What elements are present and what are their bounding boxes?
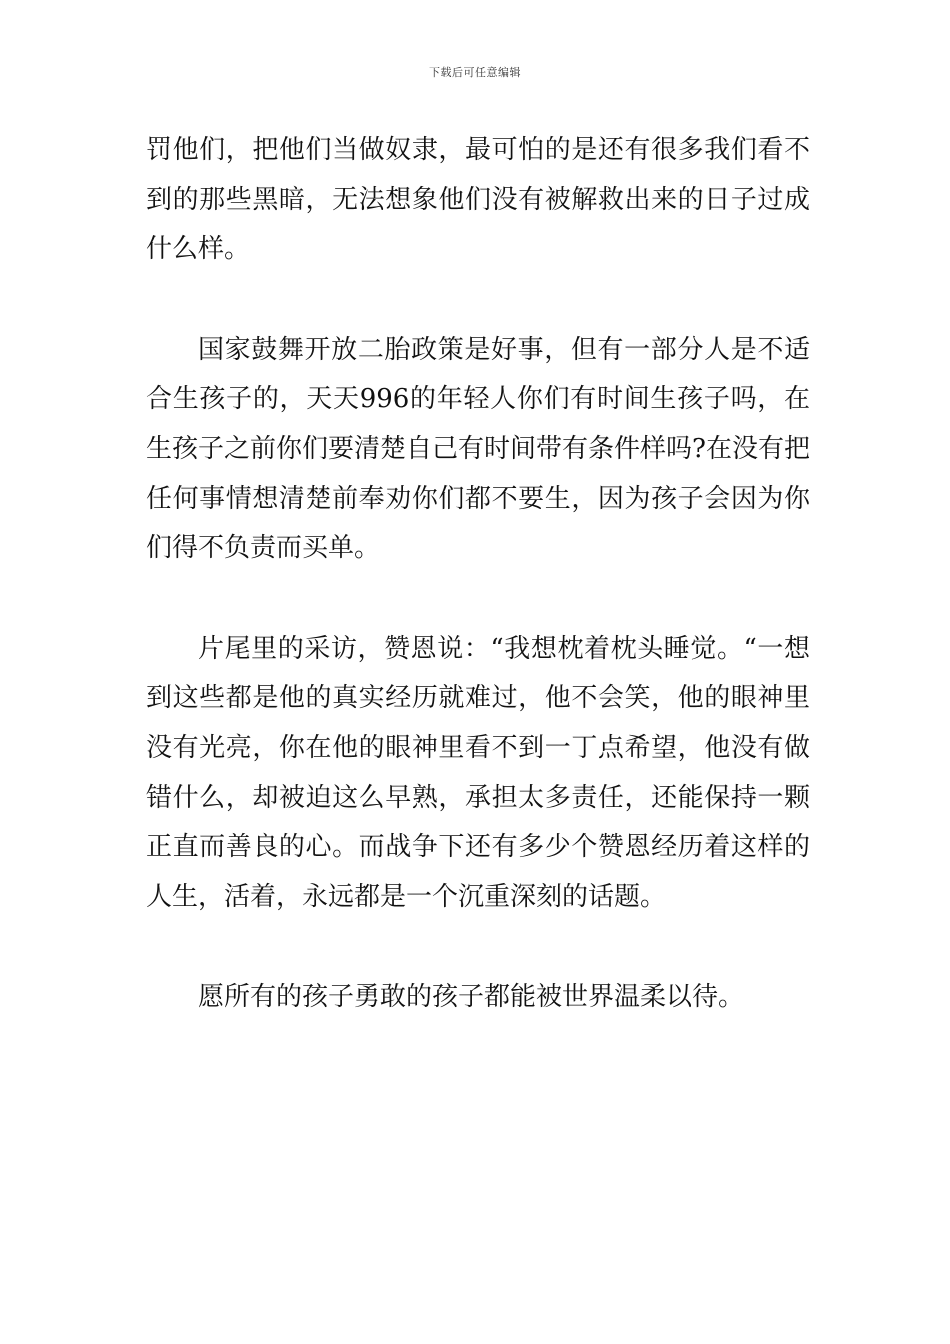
paragraph: 愿所有的孩子勇敢的孩子都能被世界温柔以待。 [198, 982, 745, 1013]
paragraph-continuation: 罚他们，把他们当做奴隶，最可怕的是还有很多我们看不到的那些黑暗，无法想象他们没有被解救出来的日子过成什么样。 [146, 135, 810, 265]
paragraph: 片尾里的采访，赞恩说：“我想枕着枕头睡觉。“一想到这些都是他的真实经历就难过，他不会笑，他的眼神里没有光亮，你在他的眼神里看不到一丁点希望，他没有做错什么，却被迫这么早熟，承担太多责任，还能保持一颗正直而善良的心。而战争下还有多少个赞恩经历着这样的人生，活着，永远都是一个沉重深刻的话题。 [146, 633, 810, 912]
header-note: 下载后可任意编辑 [429, 66, 521, 79]
document-body [146, 126, 810, 1074]
paragraph: 国家鼓舞开放二胎政策是好事，但有一部分人是不适合生孩子的，天天996的年轻人你们有时间生孩子吗，在生孩子之前你们要清楚自己有时间带有条件样吗?在没有把任何事情想清楚前奉劝你们都不要生，因为孩子会因为你们得不负责而买单。 [146, 334, 810, 564]
